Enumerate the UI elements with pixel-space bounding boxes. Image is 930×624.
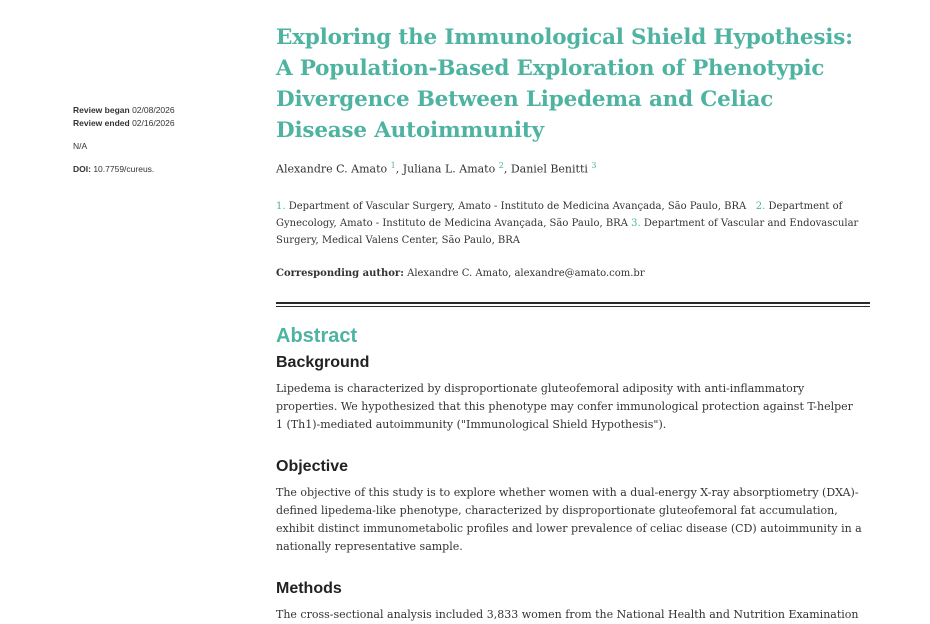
author-name: Alexandre C. Amato xyxy=(276,162,388,176)
author-name: Juliana L. Amato xyxy=(402,162,496,176)
review-ended: Review ended 02/16/2026 xyxy=(73,118,175,128)
doi: DOI: 10.7759/cureus. xyxy=(73,164,155,174)
corresponding-author: Corresponding author: Alexandre C. Amato, alexandre@amato.com.br xyxy=(276,267,645,279)
affiliation-text: Department of Vascular Surgery, Amato - Instituto de Medicina Avançada, São Paulo, BRA xyxy=(288,200,747,212)
methods-text: The cross-sectional analysis included 3,833 women from the National Health and Nutrition Examination xyxy=(276,607,859,621)
background-text: Lipedema is characterized by disproportionate gluteofemoral adiposity with anti-inflammatory properties. We hypothesized that this phenotype may confer immunological protection against T-helper 1 (Th1)-mediated autoimmunity ("Immunological Shield Hypothesis"). xyxy=(276,381,853,431)
review-began: Review began 02/08/2026 xyxy=(73,105,175,115)
author-list: Alexandre C. Amato $^1$, Juliana L. Amato $^2$, Daniel Benitti $^3$ xyxy=(276,161,597,176)
methods-heading: Methods xyxy=(276,579,342,597)
author-affiliation-ref[interactable]: 2 xyxy=(498,161,504,170)
abstract-heading: Abstract xyxy=(276,324,358,347)
doi-link[interactable]: 10.7759/cureus. xyxy=(93,164,155,174)
article-title: Exploring the Immunological Shield Hypothesis: A Population-Based Exploration of Phenotypic Divergence Between Lipedema and Celiac Disease Autoimmunity xyxy=(276,25,853,143)
author-name: Daniel Benitti xyxy=(510,162,588,176)
objective-heading: Objective xyxy=(276,457,349,475)
affiliation-text: Department of Gynecology, Amato - Instituto de Medicina Avançada, São Paulo, BRA xyxy=(276,200,843,229)
affiliation-number: 1. xyxy=(276,200,286,212)
objective-text: The objective of this study is to explore whether women with a dual-energy X-ray absorptiometry (DXA)-defined lipedema-like phenotype, characterized by disproportionate gluteofemoral fat accumulation, exhibit distinct immunometabolic profiles and lower prevalence of celiac disease (CD) autoimmunity in a nationally representative sample. xyxy=(276,485,862,553)
affiliation-number: 3. xyxy=(631,217,641,229)
affiliations xyxy=(276,198,870,249)
author-affiliation-ref[interactable]: 1 xyxy=(390,161,396,170)
affiliation-number: 2. xyxy=(755,200,766,212)
review-metadata xyxy=(73,104,233,176)
author-affiliation-ref[interactable]: 3 xyxy=(591,161,597,170)
status-text: N/A xyxy=(73,141,88,151)
affiliation-text: Department of Vascular and Endovascular Surgery, Medical Valens Center, São Paulo, BRA xyxy=(276,217,859,246)
background-heading: Background xyxy=(276,353,370,371)
corresponding-author-contact[interactable]: Alexandre C. Amato, alexandre@amato.com.br xyxy=(407,267,645,279)
article-main xyxy=(276,22,870,624)
section-divider xyxy=(276,302,870,307)
